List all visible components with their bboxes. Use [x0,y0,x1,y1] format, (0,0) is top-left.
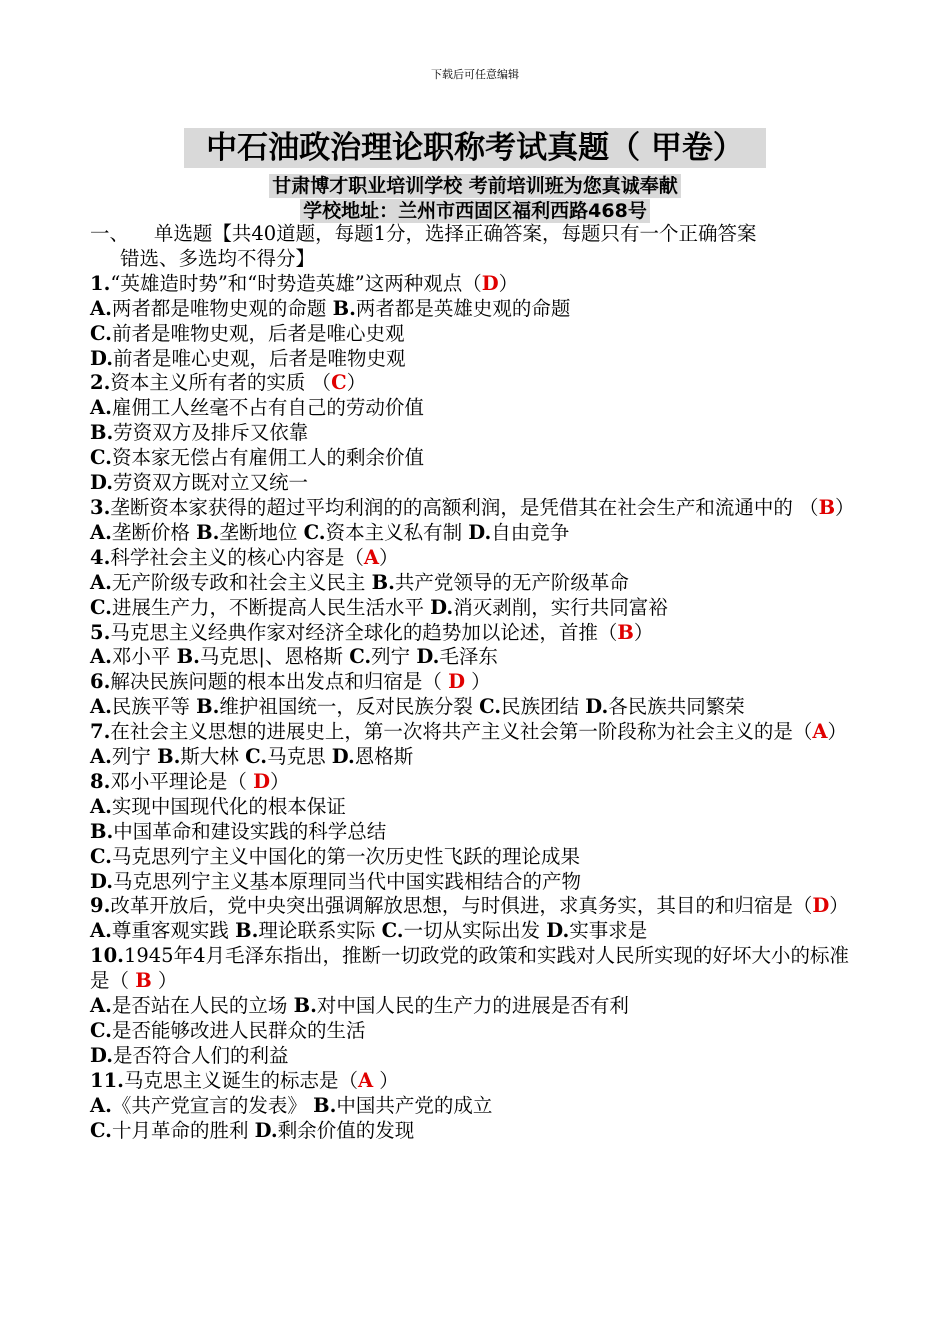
option-letter: A. [90,645,112,669]
option-letter: C. [90,1118,112,1142]
question-text: 1945年4月毛泽东指出，推断一切政党的政策和实践对人民所实现的好坏大小的标准是（ [90,944,849,993]
question-list [90,272,866,1144]
question-block [90,371,866,496]
option-line: A.两者都是唯物史观的命题 B.两者都是英雄史观的命题 [90,296,571,320]
question-stem [90,670,866,695]
question-block [90,720,866,770]
subtitle-address [0,199,950,223]
option-line: A.无产阶级专政和社会主义民主 B.共产党领导的无产阶级革命 [90,570,629,594]
subtitle-school [0,174,950,198]
question-text: 邓小平理论是（ [110,769,254,793]
option-letter: D. [546,919,570,943]
answer-key: D [253,769,270,793]
option-line: A.实现中国现代化的根本保证 [90,794,346,818]
option-letter: B. [196,695,220,719]
option-letter: C. [349,645,372,669]
question-stem [90,1069,866,1094]
question-number: 11. [90,1068,124,1092]
option-letter: D. [416,645,440,669]
option-letter: A. [90,570,112,594]
section-number: 一、 [90,222,130,245]
question-number: 8. [90,769,111,793]
option-letter: A. [90,745,112,769]
question-number: 3. [90,495,111,519]
question-number: 4. [90,545,111,569]
question-block [90,496,866,546]
question-stem [90,894,866,919]
option-letter: B. [157,745,181,769]
option-letter: D. [331,745,355,769]
question-block [90,894,866,944]
question-number: 6. [90,670,111,694]
option-letter: D. [90,1043,114,1067]
answer-key: A [363,545,380,569]
answer-key: D [812,894,830,918]
option-letter: C. [90,321,112,345]
option-letter: A. [90,396,112,420]
option-letter: B. [176,645,200,669]
question-stem [90,496,866,521]
page-header: 下载后可任意编辑 [431,68,519,81]
option-letter: D. [90,471,114,495]
option-letter: C. [479,695,502,719]
question-close: ） [269,769,290,793]
question-block [90,621,866,671]
answer-key: B [617,620,634,644]
option-letter: A. [90,794,112,818]
section-line1: 单选题【共40道题，每题1分，选择正确答案，每题只有一个正确答案 [153,222,757,245]
option-letter: B. [90,819,114,843]
option-letter: A. [90,994,112,1018]
option-letter: D. [254,1118,278,1142]
option-line: A.尊重客观实践 B.理论联系实际 C.一切从实际出发 D.实事求是 [90,919,648,943]
option-line: C.前者是唯物史观，后者是唯心史观 [90,321,405,345]
option-letter: D. [90,346,114,370]
subtitle-school-text: 甘肃博才职业培训学校 考前培训班为您真诚奉献 [269,174,681,198]
option-line: B.中国革命和建设实践的科学总结 [90,819,387,843]
question-close: ） [633,620,654,644]
question-text: 马克思主义经典作家对经济全球化的趋势加以论述，首推（ [110,620,618,644]
question-block [90,546,866,621]
option-letter: B. [313,1093,337,1117]
option-line: A.邓小平 B.马克思|、恩格斯 C.列宁 D.毛泽东 [90,645,498,669]
question-block [90,944,866,1069]
option-line: A.雇佣工人丝毫不占有自己的劳动价值 [90,396,424,420]
answer-key: C [331,371,347,395]
question-close: ） [464,670,491,694]
option-line: D.是否符合人们的利益 [90,1043,289,1067]
option-letter: C. [90,1019,112,1042]
option-letter: C. [303,520,326,544]
question-block [90,1069,866,1144]
question-block [90,272,866,372]
option-line: D.劳资双方既对立又统一 [90,471,309,495]
question-close: ） [827,720,848,744]
subtitle-address-text: 学校地址：兰州市西固区福利西路468号 [300,199,650,223]
option-letter: A. [90,1093,112,1117]
option-letter: A. [90,919,112,943]
answer-key: D [448,670,465,694]
option-letter: B. [90,421,114,445]
option-letter: C. [90,844,112,868]
question-text: “英雄造时势”和“时势造英雄”这两种观点（ [110,271,482,295]
option-letter: A. [90,520,112,544]
option-line: A.列宁 B.斯大林 C.马克思 D.恩格斯 [90,745,414,769]
question-stem [90,272,866,297]
question-number: 2. [90,371,111,395]
answer-key: D [481,271,499,295]
option-letter: C. [90,595,112,619]
option-letter: C. [381,919,404,943]
option-line: A.民族平等 B.维护祖国统一，反对民族分裂 C.民族团结 D.各民族共同繁荣 [90,695,745,719]
question-close: ） [835,495,855,519]
document-title: 中石油政治理论职称考试真题（ 甲卷） [184,128,766,168]
question-stem [90,621,866,646]
exam-content [90,222,866,1144]
option-line: C.十月革命的胜利 D.剩余价值的发现 [90,1118,415,1142]
option-letter: C. [90,446,112,470]
answer-key: B [135,969,152,993]
question-stem [90,770,866,795]
title-wrap [0,128,950,168]
answer-key: A [812,720,828,744]
question-block [90,670,866,720]
option-line: C.资本家无偿占有雇佣工人的剩余价值 [90,446,424,470]
question-text: 解决民族问题的根本出发点和归宿是（ [110,670,449,694]
answer-key: B [818,495,836,519]
question-stem [90,944,866,994]
option-letter: B. [196,520,220,544]
question-block [90,770,866,895]
question-number: 10. [90,944,124,968]
option-letter: D. [468,520,492,544]
question-close: ） [151,969,178,993]
question-number: 1. [90,271,111,295]
question-close: ） [829,894,849,918]
option-letter: B. [235,919,259,943]
question-close: ） [373,1068,399,1092]
question-stem [90,720,866,745]
option-letter: D. [430,595,454,619]
option-line: B.劳资双方及排斥又依靠 [90,421,309,445]
question-text: 在社会主义思想的进展史上，第一次将共产主义社会第一阶段称为社会主义的是（ [110,720,813,744]
option-letter: B. [293,994,317,1018]
option-line: D.马克思列宁主义基本原理同当代中国实践相结合的产物 [90,869,582,893]
option-letter: B. [371,570,395,594]
option-line: C.马克思列宁主义中国化的第一次历史性飞跃的理论成果 [90,844,580,868]
option-letter: D. [90,869,114,893]
option-line: A.是否站在人民的立场 B.对中国人民的生产力的进展是否有利 [90,994,629,1018]
option-letter: A. [90,296,112,320]
question-close: ） [379,545,399,569]
question-text: 科学社会主义的核心内容是（ [110,545,364,569]
option-letter: D. [585,695,609,719]
option-line: A.《共产党宣言的发表》 B.中国共产党的成立 [90,1093,493,1117]
question-number: 5. [90,620,111,644]
option-line: A.垄断价格 B.垄断地位 C.资本主义私有制 D.自由竞争 [90,520,570,544]
option-letter: C. [245,745,268,769]
option-letter: B. [332,296,356,320]
section-line2: 错选、多选均不得分】 [120,246,316,270]
question-text: 资本主义所有者的实质 （ [110,371,332,395]
answer-key: A [357,1068,374,1092]
section-heading [90,222,866,272]
question-number: 7. [90,720,111,744]
option-line: D.前者是唯心史观，后者是唯物史观 [90,346,406,370]
question-text: 马克思主义诞生的标志是（ [123,1068,358,1092]
question-close: ） [346,371,367,395]
option-line: C.是否能够改进人民群众的生活 [90,1019,366,1042]
option-line: C.进展生产力，不断提高人民生活水平 D.消灭剥削，实行共同富裕 [90,595,668,619]
question-stem [90,371,866,396]
option-letter: A. [90,695,112,719]
question-number: 9. [90,894,111,918]
question-stem [90,546,866,571]
question-close: ） [498,271,519,295]
question-text: 垄断资本家获得的超过平均利润的的高额利润，是凭借其在社会生产和流通中的 （ [110,495,819,519]
question-text: 改革开放后，党中央突出强调解放思想，与时俱进，求真务实，其目的和归宿是（ [110,894,813,918]
